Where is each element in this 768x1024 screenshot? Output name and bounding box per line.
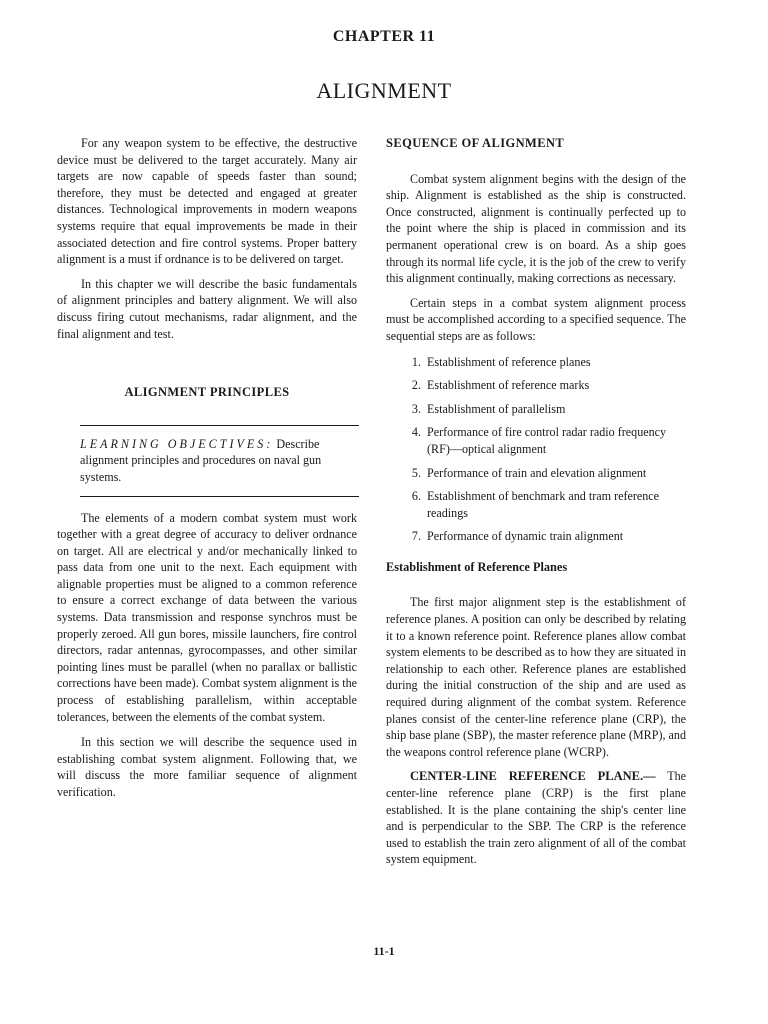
crp-paragraph <box>386 768 686 868</box>
crp-run-in-heading: CENTER-LINE REFERENCE PLANE.— <box>410 769 656 784</box>
list-item: 6. Establishment of benchmark and tram reference readings <box>411 489 660 520</box>
intro-paragraph-1: For any weapon system to be effective, the destructive device must be delivered to the target accurately. Many air targets are now capable of speeds faster than sound; therefore, they must be detected and engaged at greater distances. Technological improvements in modern weapons systems require that equal improvements be made in their associated detection and fire control systems. Proper battery alignment is a must if ordnance is to be delivered on target. <box>57 136 357 267</box>
subsection-heading-reference-planes: Establishment of Reference Planes <box>386 559 568 574</box>
learning-objectives-label: LEARNING OBJECTIVES: <box>80 436 274 451</box>
section-heading-alignment-principles: ALIGNMENT PRINCIPLES <box>124 385 290 400</box>
list-item: 1. Establishment of reference planes <box>411 354 591 369</box>
list-item: 7. Performance of dynamic train alignment <box>411 529 624 544</box>
principles-paragraph-1: The elements of a modern combat system must work together with a great degree of accuracy to deliver ordnance on target. All are electrical y and/or mechanically linked to pass data from one unit to the next. Each equipment with alignable properties must be aligned to a common reference to ensure a correct exchange of data between the various systems. Data transmission and response synchros must be properly zeroed. All gun bores, missile launchers, fire control directors, radar antennas, gyrocompasses, and other similar pointing lines must be parallel (when no parallax or ballistic corrections have been made). Combat system alignment is the process of establishing parallelism, within acceptable tolerances, between the elements of the combat system. <box>57 510 357 724</box>
crp-text: The center-line reference plane (CRP) is the first plane established. It is the plane containing the ship's center line and is perpendicular to the SBP. The CRP is the reference used to establish the train zero alignment of all of the combat system equipment. <box>386 769 687 867</box>
learning-objectives <box>80 436 350 486</box>
learning-objectives-text: Describe alignment principles and procedures on naval gun systems. <box>80 436 322 484</box>
list-item: 2. Establishment of reference marks <box>411 378 590 393</box>
alignment-steps-list <box>386 354 686 545</box>
chapter-label: CHAPTER 11 <box>332 28 436 45</box>
sequence-paragraph-1: Combat system alignment begins with the design of the ship. Alignment is established as the ship is constructed. Once constructed, alignment is continually perfected up to the point where the ship is placed in commission and its permanent operational crew is on board. As a ship goes through its normal life cycle, it is the job of the crew to verify this alignment continually, making corrections as necessary. <box>386 171 686 286</box>
page-number: 11-1 <box>373 944 395 958</box>
intro-paragraph-2: In this chapter we will describe the basic fundamentals of alignment principles and battery alignment. We will also discuss firing cutout mechanisms, radar alignment, and the final alignment and test. <box>57 276 357 341</box>
section-heading-sequence: SEQUENCE OF ALIGNMENT <box>386 136 565 150</box>
principles-paragraph-2: In this section we will describe the sequence used in establishing combat system alignment. Following that, we will discuss the more familiar sequence of alignment verification. <box>57 735 357 799</box>
list-item: 5. Performance of train and elevation alignment <box>411 465 647 480</box>
right-column <box>386 135 686 868</box>
sequence-paragraph-2: Certain steps in a combat system alignment process must be accomplished according to a specified sequence. The sequential steps are as follows: <box>386 295 686 343</box>
objectives-rule-bottom <box>80 496 359 497</box>
objectives-rule-top <box>80 425 359 426</box>
reference-planes-paragraph: The first major alignment step is the establishment of reference planes. A position can only be described by relating it to a known reference point. Reference planes allow combat system elements to be described as to how they are situated in relationship to each other. Reference planes are established during the initial construction of the ship and are used as required during alignment of the combat system. Reference planes consist of the center-line reference plane (CRP), the ship base plane (SBP), the master reference plane (MRP), and the weapons control reference plane (WCRP). <box>386 595 686 759</box>
list-item: 3. Establishment of parallelism <box>411 401 566 416</box>
page-title: ALIGNMENT <box>316 78 452 103</box>
list-item: 4. Performance of fire control radar radio frequency (RF)—optical alignment <box>411 425 667 456</box>
left-column <box>57 135 357 801</box>
